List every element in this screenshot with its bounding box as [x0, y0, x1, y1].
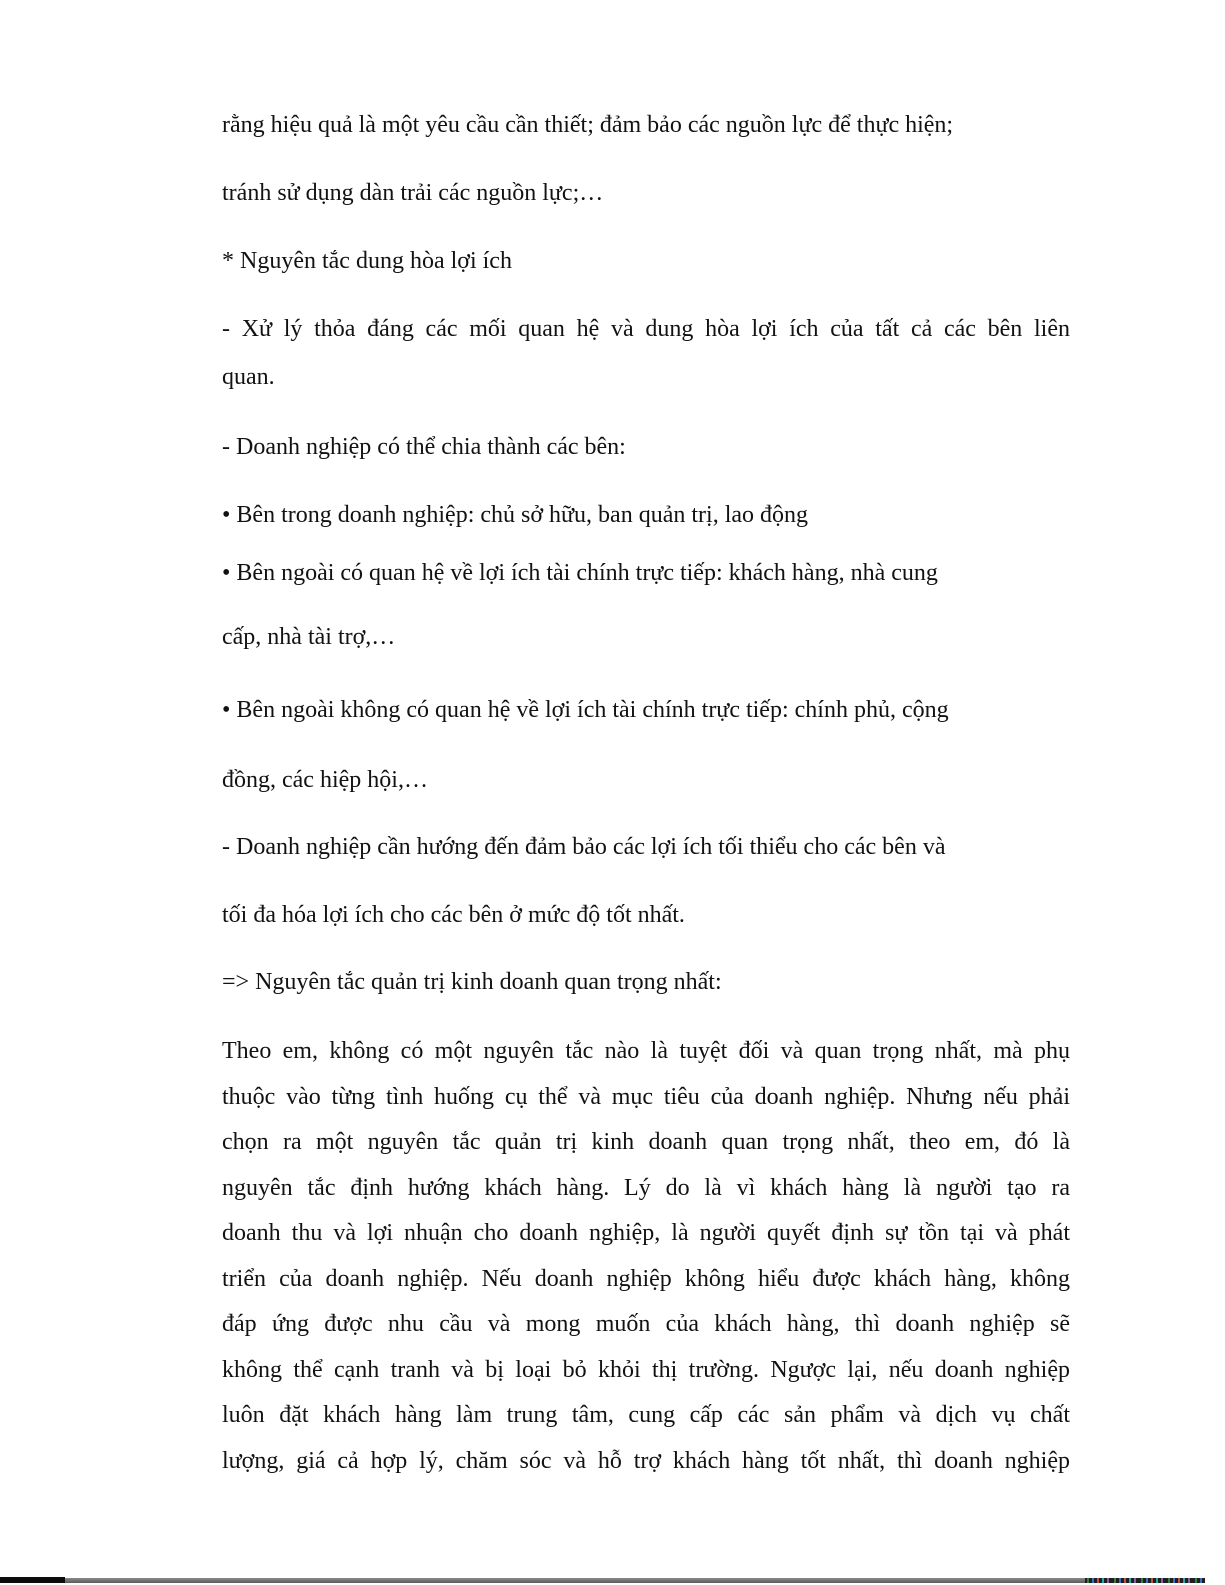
text-line: cấp, nhà tài trợ,… [222, 624, 396, 650]
text-line: Theo em, không có một nguyên tắc nào là tuyệt đối và quan trọng nhất, mà phụ [222, 1038, 1070, 1064]
text-line: thuộc vào từng tình huống cụ thể và mục tiêu của doanh nghiệp. Nhưng nếu phải [222, 1084, 1070, 1110]
text-line: • Bên ngoài có quan hệ về lợi ích tài chính trực tiếp: khách hàng, nhà cung [222, 560, 938, 586]
taskbar-icons-strip[interactable] [1085, 1578, 1205, 1583]
text-line: • Bên ngoài không có quan hệ về lợi ích tài chính trực tiếp: chính phủ, cộng [222, 697, 949, 723]
text-line: không thể cạnh tranh và bị loại bỏ khỏi thị trường. Ngược lại, nếu doanh nghiệp [222, 1357, 1070, 1383]
text-line: luôn đặt khách hàng làm trung tâm, cung cấp các sản phẩm và dịch vụ chất [222, 1402, 1070, 1428]
text-line: • Bên trong doanh nghiệp: chủ sở hữu, ban quản trị, lao động [222, 502, 809, 528]
text-line: lượng, giá cả hợp lý, chăm sóc và hỗ trợ khách hàng tốt nhất, thì doanh nghiệp [222, 1448, 1070, 1474]
taskbar-left-segment[interactable] [0, 1577, 65, 1583]
text-line: - Doanh nghiệp có thể chia thành các bên: [222, 434, 626, 460]
text-line: chọn ra một nguyên tắc quản trị kinh doanh quan trọng nhất, theo em, đó là [222, 1129, 1070, 1155]
text-line: - Xử lý thỏa đáng các mối quan hệ và dung hòa lợi ích của tất cả các bên liên [222, 316, 1070, 342]
taskbar-sliver[interactable] [0, 1577, 1225, 1584]
text-line: rằng hiệu quả là một yêu cầu cần thiết; đảm bảo các nguồn lực để thực hiện; [222, 112, 954, 138]
text-line: quan. [222, 364, 275, 390]
text-line: đáp ứng được nhu cầu và mong muốn của khách hàng, thì doanh nghiệp sẽ [222, 1311, 1070, 1337]
text-line: * Nguyên tắc dung hòa lợi ích [222, 248, 512, 274]
text-line: doanh thu và lợi nhuận cho doanh nghiệp, là người quyết định sự tồn tại và phát [222, 1220, 1070, 1246]
text-line: nguyên tắc định hướng khách hàng. Lý do là vì khách hàng là người tạo ra [222, 1175, 1070, 1201]
text-line: - Doanh nghiệp cần hướng đến đảm bảo các lợi ích tối thiểu cho các bên và [222, 834, 946, 860]
text-line: tránh sử dụng dàn trải các nguồn lực;… [222, 180, 604, 206]
taskbar-strip[interactable] [65, 1578, 1205, 1583]
text-line: => Nguyên tắc quản trị kinh doanh quan trọng nhất: [222, 969, 722, 995]
text-line: triển của doanh nghiệp. Nếu doanh nghiệp không hiểu được khách hàng, không [222, 1266, 1070, 1292]
text-line: đồng, các hiệp hội,… [222, 767, 428, 793]
text-line: tối đa hóa lợi ích cho các bên ở mức độ tốt nhất. [222, 902, 685, 928]
